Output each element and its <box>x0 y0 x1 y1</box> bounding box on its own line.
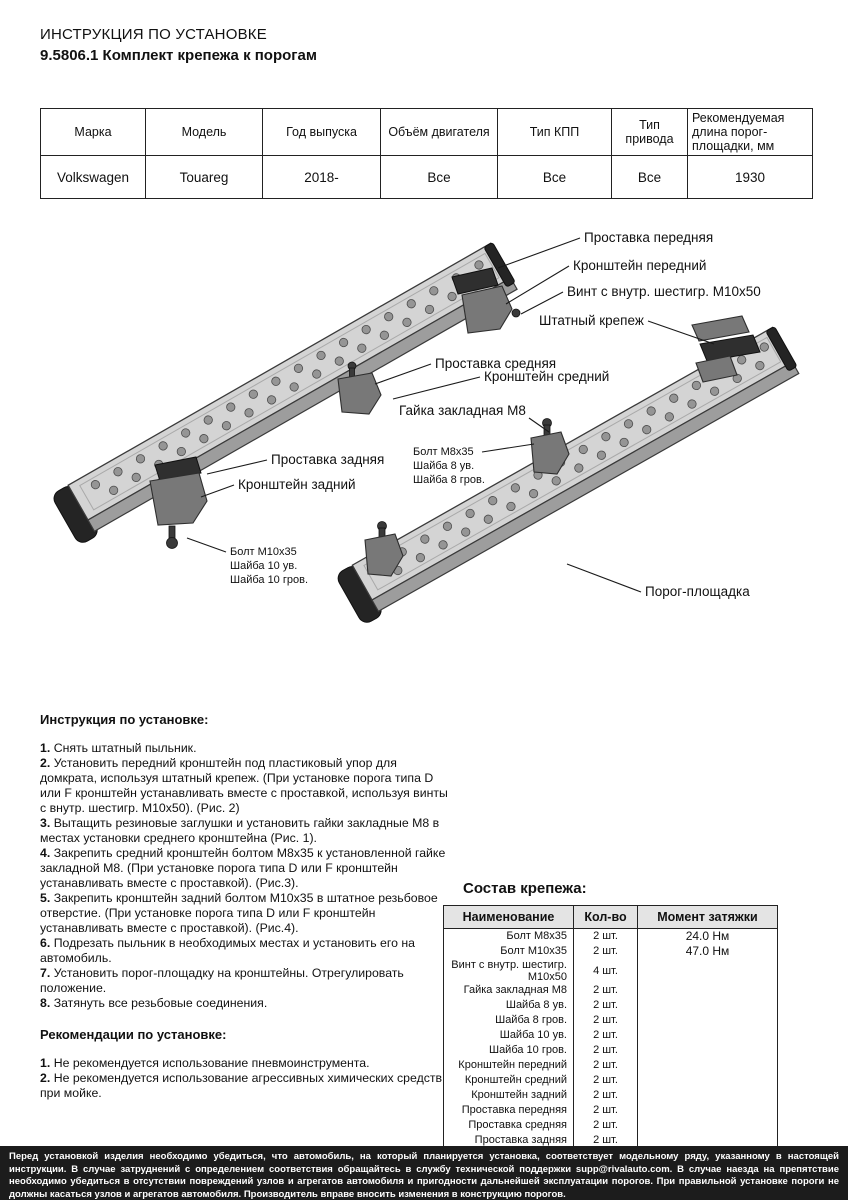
parts-cell-qty: 2 шт. <box>574 1073 638 1088</box>
instruction-step: 3. Вытащить резиновые заглушки и установить гайки закладные М8 в местах установки среднего кронштейна (Рис. 1). <box>40 815 440 845</box>
running-board-left <box>51 242 522 545</box>
parts-cell-torque <box>638 1013 778 1028</box>
parts-cell-torque: 47.0 Нм <box>638 944 778 959</box>
parts-section <box>443 880 777 1148</box>
leader-line <box>393 377 480 399</box>
vehicle-table-data-row <box>41 156 813 199</box>
parts-cell-name: Шайба 8 ув. <box>444 998 574 1013</box>
front-bracket-body <box>462 286 512 333</box>
parts-cell-qty: 2 шт. <box>574 1028 638 1043</box>
parts-row <box>444 1013 778 1028</box>
parts-cell-name: Проставка задняя <box>444 1133 574 1148</box>
vehicle-cell: Все <box>498 156 612 199</box>
parts-cell-qty: 2 шт. <box>574 1103 638 1118</box>
parts-cell-qty: 2 шт. <box>574 929 638 944</box>
parts-title: Состав крепежа: <box>463 880 587 897</box>
leader-line <box>506 266 569 304</box>
parts-cell-torque <box>638 1043 778 1058</box>
parts-header-row <box>444 906 778 929</box>
footer-disclaimer <box>0 1146 848 1200</box>
instruction-step: 4. Закрепить средний кронштейн болтом М8х35 к установленной гайке закладной М8. (При установке порога типа D или F кронштейн устанавливать вместе с проставкой). (Рис.3). <box>40 845 446 890</box>
parts-cell-torque <box>638 998 778 1013</box>
label-spacer-front: Проставка передняя <box>584 230 714 245</box>
parts-cell-name: Кронштейн средний <box>444 1073 574 1088</box>
parts-table <box>443 905 778 1148</box>
leader-line <box>375 364 431 384</box>
label-bracket-rear: Кронштейн задний <box>238 477 356 492</box>
instruction-step: 6. Подрезать пыльник в необходимых местах и установить его на автомобиль. <box>40 935 415 965</box>
vehicle-col-header: Объём двигателя <box>381 109 498 156</box>
recommendations-title: Рекомендации по установке: <box>40 1026 227 1042</box>
parts-cell-torque <box>638 1103 778 1118</box>
parts-row <box>444 1043 778 1058</box>
label-bracket-middle: Кронштейн средний <box>484 369 610 384</box>
doc-header <box>40 26 317 64</box>
rear-bracket-left <box>150 457 207 549</box>
instruction-step: 2. Установить передний кронштейн под пластиковый упор для домкрата, используя штатный крепеж. (При установке порога типа D или F кронштейн устанавливать вместе с проставкой, используя винты с внутр. шестигр. М10х50). (Рис. 2) <box>40 755 448 815</box>
label-stock-fastener: Штатный крепеж <box>539 313 644 328</box>
parts-col-torque: Момент затяжки <box>638 906 778 929</box>
middle-bracket-body <box>338 373 381 414</box>
parts-cell-name: Болт М10х35 <box>444 944 574 959</box>
vehicle-col-header: Тип привода <box>612 109 688 156</box>
label-spacer-middle: Проставка средняя <box>435 356 557 371</box>
parts-cell-torque: 24.0 Нм <box>638 929 778 944</box>
parts-cell-name: Кронштейн передний <box>444 1058 574 1073</box>
label-washer-8-grover: Шайба 8 гров. <box>413 474 485 486</box>
recommendation-item: 2. Не рекомендуется использование агрессивных химических средств при мойке. <box>40 1070 443 1100</box>
parts-row <box>444 1088 778 1103</box>
leader-line <box>567 564 641 592</box>
installation-diagram <box>0 225 848 665</box>
parts-row <box>444 998 778 1013</box>
footer-text: Перед установкой изделия необходимо убедиться, что автомобиль, на который планируется установка, соответствует модельному ряду, указанному в настоящей инструкции. В случае затруднений с определением соответствия обращайтесь в службу технической поддержки supp@rivalauto.com. В случае наезда на препятствие необходимо убедиться в отсутствии повреждений узлов и агрегатов автомобиля и пригодности дальнейшей эксплуатации порогов. При правильной установке пороги не должны касаться узлов и агрегатов автомобиля. Производитель вправе вносить изменения в конструкцию порогов. <box>9 1151 839 1200</box>
parts-cell-torque <box>638 1118 778 1133</box>
parts-row <box>444 1058 778 1073</box>
parts-cell-name: Болт М8х35 <box>444 929 574 944</box>
label-bolt-m8: Болт М8х35 <box>413 446 474 458</box>
doc-title: ИНСТРУКЦИЯ ПО УСТАНОВКЕ <box>40 26 267 43</box>
recommendations-list <box>40 1056 454 1101</box>
instruction-step: 7. Установить порог-площадку на кронштейны. Отрегулировать положение. <box>40 965 404 995</box>
parts-cell-torque <box>638 1028 778 1043</box>
parts-cell-qty: 2 шт. <box>574 944 638 959</box>
parts-cell-torque <box>638 1058 778 1073</box>
label-rivet-nut: Гайка закладная М8 <box>399 403 526 418</box>
parts-cell-name: Проставка передняя <box>444 1103 574 1118</box>
instruction-step: 1. Снять штатный пыльник. <box>40 740 197 755</box>
parts-row <box>444 944 778 959</box>
doc-subtitle: 9.5806.1 Комплект крепежа к порогам <box>40 47 317 64</box>
vehicle-cell: Touareg <box>146 156 263 199</box>
vehicle-col-header: Марка <box>41 109 146 156</box>
rear-bracket-body <box>150 473 207 525</box>
parts-row <box>444 1073 778 1088</box>
parts-col-qty: Кол-во <box>574 906 638 929</box>
parts-cell-name: Шайба 8 гров. <box>444 1013 574 1028</box>
parts-cell-name: Шайба 10 гров. <box>444 1043 574 1058</box>
vehicle-col-header: Рекомендуемая длина порог-площадки, мм <box>688 109 813 156</box>
label-washer-8: Шайба 8 ув. <box>413 460 475 472</box>
vehicle-cell: Все <box>381 156 498 199</box>
label-board: Порог-площадка <box>645 584 750 599</box>
parts-row <box>444 983 778 998</box>
leader-line <box>187 538 226 552</box>
parts-row <box>444 959 778 983</box>
parts-cell-name: Гайка закладная М8 <box>444 983 574 998</box>
leader-line <box>498 238 580 268</box>
label-bracket-front: Кронштейн передний <box>573 258 707 273</box>
vehicle-cell: Volkswagen <box>41 156 146 199</box>
vehicle-table <box>40 108 813 199</box>
label-bolt-m10: Болт М10х35 <box>230 546 297 558</box>
bolt-head <box>167 538 178 549</box>
parts-cell-qty: 2 шт. <box>574 1013 638 1028</box>
parts-cell-qty: 2 шт. <box>574 983 638 998</box>
parts-row <box>444 1103 778 1118</box>
parts-cell-qty: 2 шт. <box>574 1133 638 1148</box>
board-skirt <box>372 362 799 611</box>
label-hex-screw: Винт с внутр. шестигр. М10х50 <box>567 284 761 299</box>
parts-cell-name: Винт с внутр. шестигр. М10х50 <box>444 959 574 983</box>
parts-row <box>444 929 778 944</box>
label-washer-10: Шайба 10 ув. <box>230 560 298 572</box>
vehicle-cell: 2018- <box>263 156 381 199</box>
parts-cell-name: Кронштейн задний <box>444 1088 574 1103</box>
parts-cell-name: Шайба 10 ув. <box>444 1028 574 1043</box>
label-spacer-rear: Проставка задняя <box>271 452 385 467</box>
instructions-section <box>40 712 454 1101</box>
instruction-steps-list <box>40 741 454 1011</box>
label-washer-10-grover: Шайба 10 гров. <box>230 574 309 586</box>
parts-cell-torque <box>638 1073 778 1088</box>
vehicle-cell: Все <box>612 156 688 199</box>
parts-col-name: Наименование <box>444 906 574 929</box>
parts-row <box>444 1028 778 1043</box>
leader-line <box>201 485 234 497</box>
instruction-step: 5. Закрепить кронштейн задний болтом М10х35 в штатное резьбовое отверстие. (При установке порога типа D или F кронштейн устанавливать вместе с проставкой). (Рис.4). <box>40 890 438 935</box>
parts-cell-qty: 2 шт. <box>574 998 638 1013</box>
parts-cell-qty: 4 шт. <box>574 959 638 983</box>
vehicle-col-header: Год выпуска <box>263 109 381 156</box>
parts-cell-qty: 2 шт. <box>574 1043 638 1058</box>
parts-cell-qty: 2 шт. <box>574 1088 638 1103</box>
vehicle-col-header: Тип КПП <box>498 109 612 156</box>
vehicle-cell: 1930 <box>688 156 813 199</box>
parts-row <box>444 1118 778 1133</box>
vehicle-col-header: Модель <box>146 109 263 156</box>
parts-cell-torque <box>638 983 778 998</box>
recommendation-item: 1. Не рекомендуется использование пневмоинструмента. <box>40 1055 370 1070</box>
parts-cell-name: Проставка средняя <box>444 1118 574 1133</box>
parts-cell-torque <box>638 959 778 983</box>
parts-cell-qty: 2 шт. <box>574 1058 638 1073</box>
instructions-title: Инструкция по установке: <box>40 712 209 727</box>
leader-line <box>521 292 563 314</box>
instruction-step: 8. Затянуть все резьбовые соединения. <box>40 995 268 1010</box>
vehicle-table-header-row <box>41 109 813 156</box>
parts-cell-qty: 2 шт. <box>574 1118 638 1133</box>
leader-line <box>482 444 534 452</box>
parts-cell-torque <box>638 1088 778 1103</box>
hex-screw-part <box>512 309 520 317</box>
